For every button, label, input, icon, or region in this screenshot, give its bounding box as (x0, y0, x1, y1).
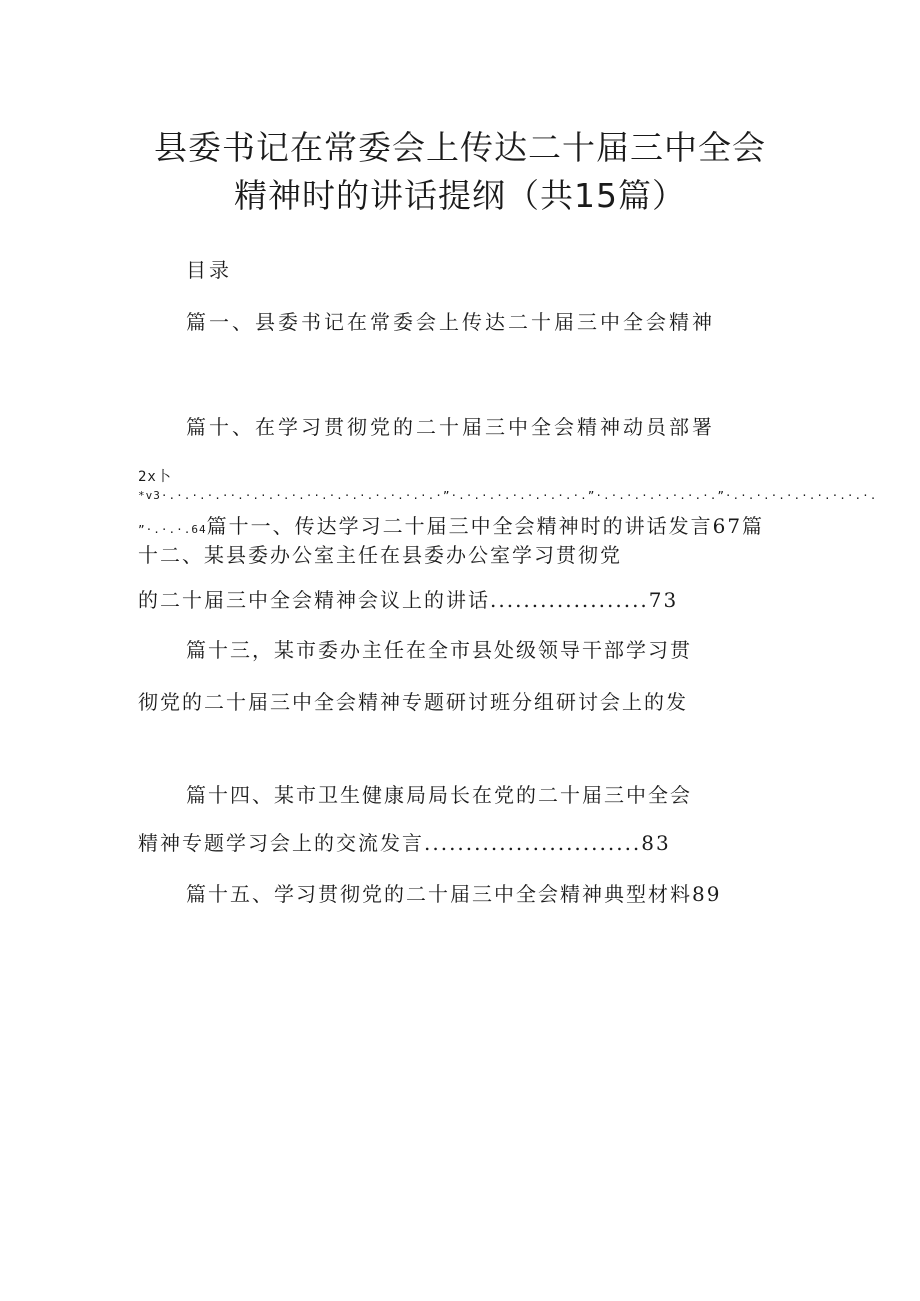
toc-item-13-line-1: 篇十三，某市委办主任在全市县处级领导干部学习贯 (186, 638, 692, 662)
toc-item-14-line-1: 篇十四、某市卫生健康局局长在党的二十届三中全会 (186, 783, 692, 807)
ocr-artifact-prefix: ”·.·.·.64 (138, 523, 207, 536)
toc-item-15: 篇十五、学习贯彻党的二十届三中全会精神典型材料89 (186, 882, 722, 906)
document-title-line-2: 精神时的讲话提纲（共15篇） (234, 176, 686, 215)
toc-item-13-line-2: 彻党的二十届三中全会精神专题研讨班分组研讨会上的发 (138, 690, 688, 714)
ocr-artifact-dots: *v3·.·.·.·.··.·.·.·.·.··.·.·.·.·.·.·.·.·”·.·.·.·.·.·.·.·.·.”·.·.·.·.·.·.·.·.”·.·.·.·.·.·.·.·.·.·. (138, 489, 878, 502)
toc-item-12-line-1: 十二、某县委办公室主任在县委办公室学习贯彻党 (138, 543, 622, 567)
document-title-line-1: 县委书记在常委会上传达二十届三中全会 (154, 128, 766, 167)
toc-item-1: 篇一、县委书记在常委会上传达二十届三中全会精神 (186, 310, 715, 334)
toc-item-10: 篇十、在学习贯彻党的二十届三中全会精神动员部署 (186, 415, 715, 439)
toc-item-12-line-2: 的二十届三中全会精神会议上的讲话...................73 (138, 588, 679, 612)
toc-item-11: 篇十一、传达学习二十届三中全会精神时的讲话发言67篇 (206, 514, 765, 538)
toc-item-14-line-2: 精神专题学习会上的交流发言..........................83 (138, 831, 671, 855)
ocr-artifact-top: 2x卜 (138, 469, 172, 485)
toc-item-11-row (138, 510, 764, 539)
toc-heading: 目录 (186, 258, 232, 282)
